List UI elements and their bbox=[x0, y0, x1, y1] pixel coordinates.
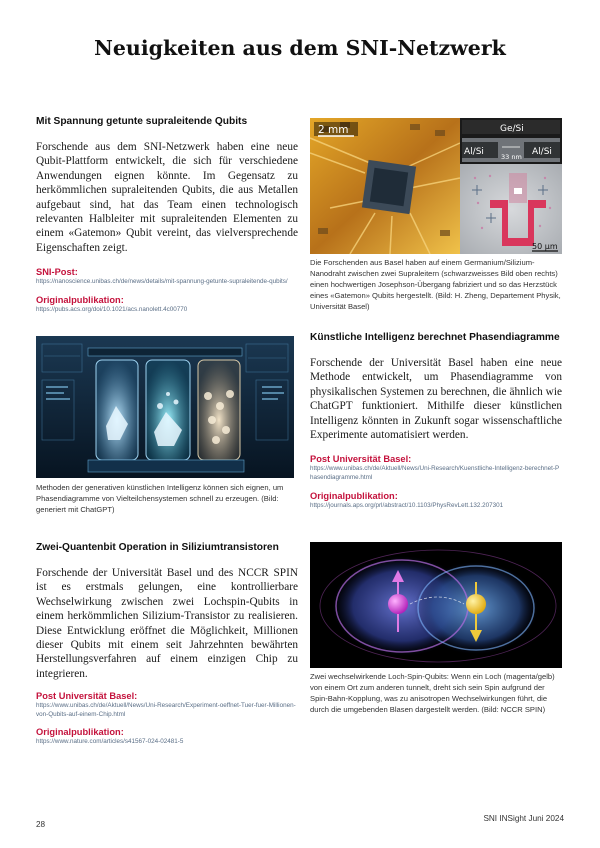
spin-qubits-image bbox=[310, 542, 562, 668]
source-link[interactable]: https://nanoscience.unibas.ch/de/news/details/mit-spannung-getunte-supraleitende-qubits/ bbox=[36, 278, 288, 286]
ge-si-label: Ge/Si bbox=[500, 124, 524, 134]
source-label: Post Universität Basel: bbox=[310, 454, 412, 465]
article-body: Forschende der Universität Basel haben eine neue Methode entwickelt, um Phasendiagramme von physikalischen Systemen zu berechnen, die ähnlich wie ChatGPT funktioniert. Mithilfe dieser künstlichen Intelligenz könnten in Zukunft sogar wissenschaftliche Experimente automatisiert werden. bbox=[310, 357, 562, 442]
article-heading: Mit Spannung getunte supraleitende Qubits bbox=[36, 116, 248, 127]
al-si-left-label: Al/Si bbox=[464, 147, 484, 157]
page-number: 28 bbox=[36, 820, 46, 829]
spin-qubits-illustration bbox=[310, 542, 562, 668]
scale-main-label: 2 mm bbox=[318, 124, 349, 136]
publication-name: SNI INSight Juni 2024 bbox=[483, 814, 564, 823]
page-title: Neuigkeiten aus dem SNI-Netzwerk bbox=[94, 36, 506, 60]
source-label: SNI-Post: bbox=[36, 267, 78, 278]
publication-link[interactable]: https://pubs.acs.org/doi/10.1021/acs.nanolett.4c00770 bbox=[36, 305, 188, 313]
source-link[interactable]: https://www.unibas.ch/de/Aktuell/News/Uni-Research/Experiment-oeffnet-Tuer-fuer-Millionen-von-Qubits-auf-einem-Chip.html bbox=[36, 702, 296, 718]
publication-label: Originalpublikation: bbox=[36, 727, 124, 738]
publication-link[interactable]: https://journals.aps.org/prl/abstract/10.1103/PhysRevLett.132.207301 bbox=[310, 501, 504, 509]
article-body: Forschende aus dem SNI-Netzwerk haben eine neue Qubit-Plattform entwickelt, die sich für verschiedene Anwendungen eignen könnte. Im Gegensatz zu herkömmlichen supraleitenden Qubits, die aus Metallen aufgebaut sind, hat das Team einen technologisch relevanten Halbleiter mit supraleitenden Elementen zu einem «Gatemon» Qubit vereint, das vielversprechende Eigenschaften zeigt. bbox=[36, 141, 298, 254]
article-body: Forschende der Universität Basel und des NCCR SPIN ist es erstmals gelungen, eine kontrollierbare Wechselwirkung zwischen zwei Lochspin-Qubits in einem herkömmlichen Silizium-Transistor zu realisieren. Diese Entwicklung eröffnet die Möglichkeit, Millionen dieser Qubits mit einem seit Jahrzehnten bewährten Herstellungsverfahren auf einem einzigen Chip zu integrieren. bbox=[36, 567, 298, 680]
article-gatemon bbox=[36, 116, 298, 314]
gatemon-chip-image bbox=[310, 118, 562, 254]
publication-link[interactable]: https://www.nature.com/articles/s41567-024-02481-5 bbox=[36, 738, 184, 746]
scale-inset-label: 50 µm bbox=[532, 242, 558, 251]
source-label: Post Universität Basel: bbox=[36, 691, 138, 702]
article-ai-phase bbox=[310, 332, 562, 510]
gatemon-caption: Die Forschenden aus Basel haben auf einem Germanium/Silizium-Nanodraht zwischen zwei Supraleitern (schwarzweisses Bild oben rechts) einen hochwertigen Josephson-Übergang fabriziert und so das Herzstück eines «Gatemon» Qubits hergestellt. (Bild: H. Zheng, Departement Physik, Universität Basel) bbox=[310, 258, 561, 311]
ai-phase-diagram-image bbox=[36, 336, 294, 478]
ai-lab-illustration bbox=[36, 336, 294, 478]
article-heading: Künstliche Intelligenz berechnet Phasendiagramme bbox=[310, 332, 560, 343]
gatemon-chip-illustration bbox=[310, 118, 562, 254]
spin-qubits-caption: Zwei wechselwirkende Loch-Spin-Qubits: Wenn ein Loch (magenta/gelb) von einem Ort zum anderen tunnelt, dreht sich sein Spin aufgrund der Spin-Bahn-Kopplung, was zu anisotropen Wechselwirkungen führt, die durch die umgebenden Blasen dargestellt werden. (Bild: NCCR SPIN) bbox=[310, 672, 555, 714]
al-si-right-label: Al/Si bbox=[532, 147, 552, 157]
source-link[interactable]: https://www.unibas.ch/de/Aktuell/News/Uni-Research/Kuenstliche-Intelligenz-berechnet-Phasendiagramme.html bbox=[310, 465, 560, 482]
gap-label: 33 nm bbox=[501, 153, 522, 161]
article-heading: Zwei-Quantenbit Operation in Siliziumtransistoren bbox=[36, 542, 279, 553]
publication-label: Originalpublikation: bbox=[36, 294, 124, 305]
article-two-qubit bbox=[36, 542, 298, 747]
ai-caption: Methoden der generativen künstlichen Intelligenz können sich eignen, um Phasendiagramme von Vielteilchensystemen schnell zu erzeugen. (Bild: generiert mit ChatGPT) bbox=[36, 483, 284, 514]
publication-label: Originalpublikation: bbox=[310, 490, 398, 501]
